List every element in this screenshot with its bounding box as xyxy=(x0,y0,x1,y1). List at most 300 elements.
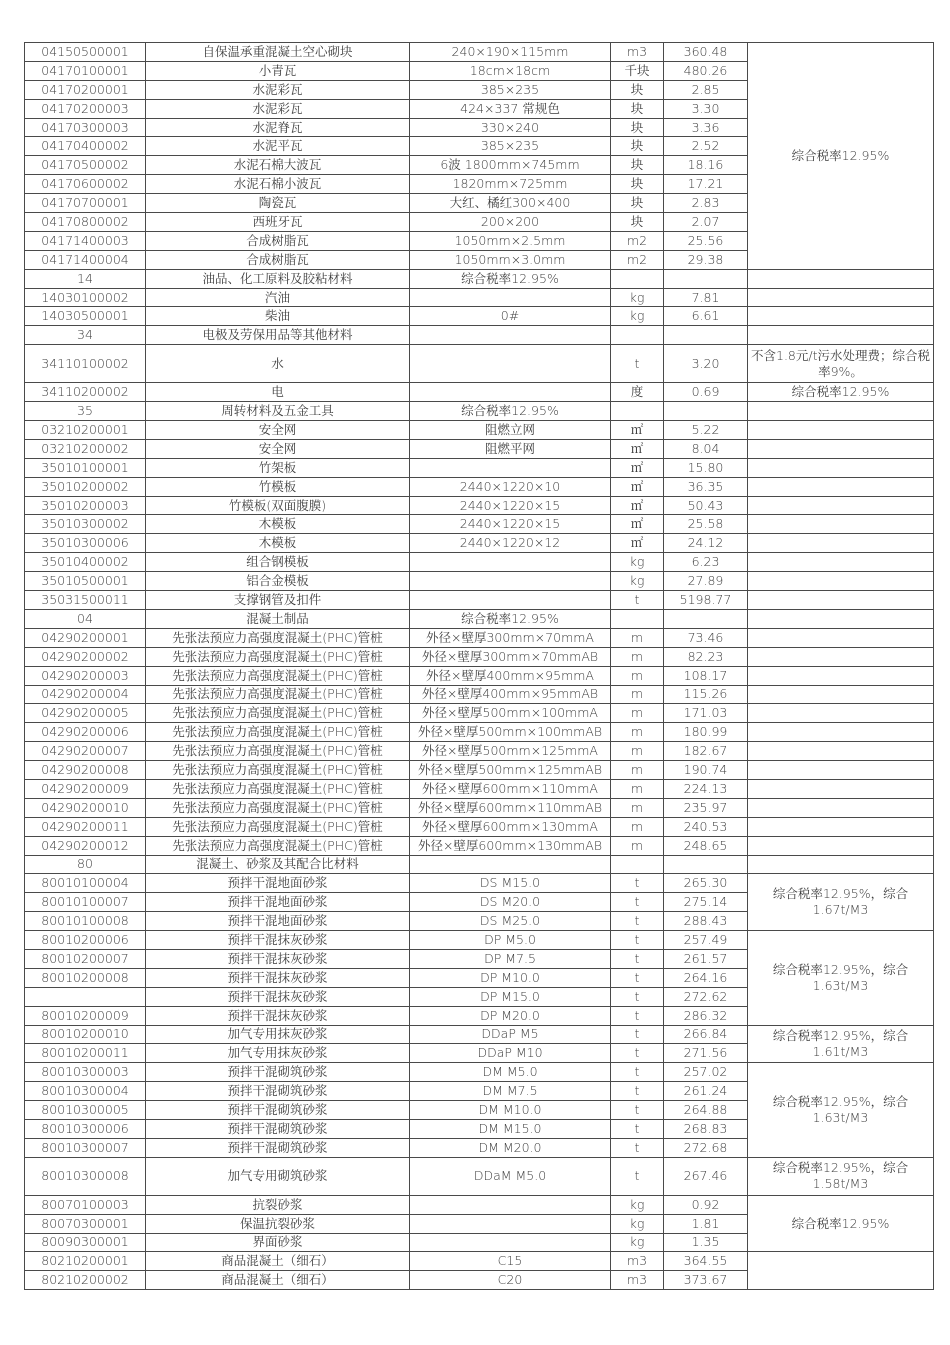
cell-name: 商品混凝土（细石） xyxy=(146,1252,410,1271)
table-row xyxy=(25,345,934,383)
cell-price: 268.83 xyxy=(664,1119,748,1138)
cell-unit: m xyxy=(611,761,664,780)
table-row xyxy=(25,931,934,950)
cell-unit: t xyxy=(611,893,664,912)
cell-price: 18.16 xyxy=(664,156,748,175)
cell-unit: t xyxy=(611,591,664,610)
cell-name: 水泥彩瓦 xyxy=(146,80,410,99)
cell-spec: 1820mm×725mm xyxy=(410,175,611,194)
cell-remark xyxy=(748,591,934,610)
cell-price: 3.30 xyxy=(664,99,748,118)
cell-spec: 424×337 常规色 xyxy=(410,99,611,118)
cell-name: 木模板 xyxy=(146,534,410,553)
cell-code: 80010100004 xyxy=(25,874,146,893)
cell-spec: 外径×壁厚600mm×110mmA xyxy=(410,779,611,798)
cell-code: 04171400004 xyxy=(25,250,146,269)
cell-remark xyxy=(748,515,934,534)
cell-unit: 块 xyxy=(611,80,664,99)
cell-code: 34 xyxy=(25,326,146,345)
cell-price: 480.26 xyxy=(664,61,748,80)
cell-spec: DP M20.0 xyxy=(410,1006,611,1025)
cell-price: 115.26 xyxy=(664,685,748,704)
table-row xyxy=(25,402,934,421)
cell-name: 先张法预应力高强度混凝土(PHC)管桩 xyxy=(146,742,410,761)
cell-spec: C20 xyxy=(410,1271,611,1290)
cell-spec: 0# xyxy=(410,307,611,326)
cell-code: 80010300007 xyxy=(25,1138,146,1157)
cell-price xyxy=(664,269,748,288)
cell-name: 预拌干混砌筑砂浆 xyxy=(146,1138,410,1157)
table-row xyxy=(25,761,934,780)
cell-name: 混凝土、砂浆及其配合比材料 xyxy=(146,855,410,874)
cell-price: 275.14 xyxy=(664,893,748,912)
cell-remark xyxy=(748,402,934,421)
cell-name: 预拌干混抹灰砂浆 xyxy=(146,968,410,987)
cell-spec: 外径×壁厚500mm×125mmAB xyxy=(410,761,611,780)
cell-name: 组合钢模板 xyxy=(146,553,410,572)
cell-unit: kg xyxy=(611,1233,664,1252)
cell-name: 安全网 xyxy=(146,439,410,458)
cell-price: 5198.77 xyxy=(664,591,748,610)
cell-remark: 不含1.8元/t污水处理费；综合税率9%。 xyxy=(748,345,934,383)
cell-code: 04170400002 xyxy=(25,137,146,156)
cell-code: 04290200007 xyxy=(25,742,146,761)
cell-name: 先张法预应力高强度混凝土(PHC)管桩 xyxy=(146,798,410,817)
cell-unit: ㎡ xyxy=(611,439,664,458)
cell-unit: kg xyxy=(611,1195,664,1214)
cell-remark: 综合税率12.95%，综合1.58t/M3 xyxy=(748,1157,934,1195)
cell-unit: m2 xyxy=(611,250,664,269)
cell-unit: 块 xyxy=(611,99,664,118)
table-row xyxy=(25,779,934,798)
cell-price: 24.12 xyxy=(664,534,748,553)
cell-spec: 240×190×115mm xyxy=(410,43,611,62)
cell-code: 04170800002 xyxy=(25,213,146,232)
cell-price xyxy=(664,609,748,628)
cell-unit: t xyxy=(611,949,664,968)
table-row xyxy=(25,855,934,874)
cell-unit: t xyxy=(611,874,664,893)
cell-code: 04170200001 xyxy=(25,80,146,99)
cell-name: 水泥平瓦 xyxy=(146,137,410,156)
cell-price: 182.67 xyxy=(664,742,748,761)
cell-price: 272.62 xyxy=(664,987,748,1006)
cell-price xyxy=(664,402,748,421)
cell-remark xyxy=(748,326,934,345)
cell-spec: DM M5.0 xyxy=(410,1063,611,1082)
cell-name: 合成树脂瓦 xyxy=(146,250,410,269)
cell-unit xyxy=(611,855,664,874)
cell-code: 14030100002 xyxy=(25,288,146,307)
cell-remark xyxy=(748,421,934,440)
cell-unit: t xyxy=(611,968,664,987)
cell-spec: DM M15.0 xyxy=(410,1119,611,1138)
cell-price: 3.20 xyxy=(664,345,748,383)
cell-code: 04290200012 xyxy=(25,836,146,855)
table-row xyxy=(25,1157,934,1195)
cell-unit: m xyxy=(611,666,664,685)
cell-price xyxy=(664,326,748,345)
cell-code: 35010200002 xyxy=(25,477,146,496)
cell-remark xyxy=(748,779,934,798)
table-row xyxy=(25,383,934,402)
cell-code: 80010200008 xyxy=(25,968,146,987)
cell-remark xyxy=(748,288,934,307)
cell-unit xyxy=(611,269,664,288)
cell-spec: DDaP M5 xyxy=(410,1025,611,1044)
cell-price: 364.55 xyxy=(664,1252,748,1271)
cell-code: 80010200010 xyxy=(25,1025,146,1044)
cell-unit: m3 xyxy=(611,1271,664,1290)
cell-name: 电极及劳保用品等其他材料 xyxy=(146,326,410,345)
cell-remark: 综合税率12.95% xyxy=(748,383,934,402)
table-row xyxy=(25,591,934,610)
cell-unit: m xyxy=(611,779,664,798)
cell-name: 预拌干混抹灰砂浆 xyxy=(146,931,410,950)
cell-price: 0.92 xyxy=(664,1195,748,1214)
cell-code: 35010400002 xyxy=(25,553,146,572)
cell-unit: t xyxy=(611,987,664,1006)
table-row xyxy=(25,1025,934,1044)
cell-price: 264.16 xyxy=(664,968,748,987)
cell-code: 04 xyxy=(25,609,146,628)
cell-code: 34110100002 xyxy=(25,345,146,383)
cell-unit: 块 xyxy=(611,213,664,232)
table-row xyxy=(25,439,934,458)
cell-spec: 330×240 xyxy=(410,118,611,137)
cell-spec: 1050mm×3.0mm xyxy=(410,250,611,269)
cell-name: 先张法预应力高强度混凝土(PHC)管桩 xyxy=(146,723,410,742)
cell-price: 7.81 xyxy=(664,288,748,307)
cell-code: 04290200005 xyxy=(25,704,146,723)
cell-name: 预拌干混抹灰砂浆 xyxy=(146,1006,410,1025)
cell-spec: DP M5.0 xyxy=(410,931,611,950)
cell-name: 合成树脂瓦 xyxy=(146,231,410,250)
cell-unit: m xyxy=(611,798,664,817)
cell-name: 先张法预应力高强度混凝土(PHC)管桩 xyxy=(146,836,410,855)
cell-code: 80 xyxy=(25,855,146,874)
cell-spec: 2440×1220×10 xyxy=(410,477,611,496)
cell-code: 04170300003 xyxy=(25,118,146,137)
cell-remark xyxy=(748,704,934,723)
cell-spec: 6波 1800mm×745mm xyxy=(410,156,611,175)
cell-price: 3.36 xyxy=(664,118,748,137)
cell-code: 04290200008 xyxy=(25,761,146,780)
cell-name: 先张法预应力高强度混凝土(PHC)管桩 xyxy=(146,628,410,647)
cell-unit: t xyxy=(611,1101,664,1120)
cell-name: 水 xyxy=(146,345,410,383)
cell-name: 预拌干混砌筑砂浆 xyxy=(146,1063,410,1082)
cell-spec: 外径×壁厚500mm×100mmA xyxy=(410,704,611,723)
cell-code: 35010300006 xyxy=(25,534,146,553)
table-row xyxy=(25,836,934,855)
cell-name: 先张法预应力高强度混凝土(PHC)管桩 xyxy=(146,647,410,666)
cell-spec: 外径×壁厚300mm×70mmAB xyxy=(410,647,611,666)
cell-price: 15.80 xyxy=(664,458,748,477)
table-row xyxy=(25,515,934,534)
cell-spec: 阻燃平网 xyxy=(410,439,611,458)
cell-code: 04290200003 xyxy=(25,666,146,685)
cell-unit: 千块 xyxy=(611,61,664,80)
cell-price: 257.49 xyxy=(664,931,748,950)
cell-code: 35010200003 xyxy=(25,496,146,515)
cell-unit: t xyxy=(611,1157,664,1195)
cell-spec: 外径×壁厚300mm×70mmA xyxy=(410,628,611,647)
cell-unit: kg xyxy=(611,288,664,307)
cell-code: 04290200009 xyxy=(25,779,146,798)
cell-unit: t xyxy=(611,1025,664,1044)
table-row xyxy=(25,572,934,591)
cell-code: 80010200009 xyxy=(25,1006,146,1025)
cell-unit: m xyxy=(611,836,664,855)
cell-name: 先张法预应力高强度混凝土(PHC)管桩 xyxy=(146,704,410,723)
cell-price: 8.04 xyxy=(664,439,748,458)
table-row xyxy=(25,496,934,515)
cell-price: 261.24 xyxy=(664,1082,748,1101)
cell-unit: m xyxy=(611,628,664,647)
cell-name: 自保温承重混凝土空心砌块 xyxy=(146,43,410,62)
cell-remark: 综合税率12.95%，综合1.67t/M3 xyxy=(748,874,934,931)
cell-spec: 外径×壁厚400mm×95mmAB xyxy=(410,685,611,704)
cell-remark xyxy=(748,477,934,496)
cell-name: 竹模板(双面腹膜) xyxy=(146,496,410,515)
cell-name: 先张法预应力高强度混凝土(PHC)管桩 xyxy=(146,761,410,780)
table-row xyxy=(25,477,934,496)
cell-code: 04170200003 xyxy=(25,99,146,118)
cell-remark xyxy=(748,1252,934,1290)
cell-spec: 2440×1220×12 xyxy=(410,534,611,553)
cell-name: 水泥脊瓦 xyxy=(146,118,410,137)
cell-spec: DM M20.0 xyxy=(410,1138,611,1157)
cell-name: 竹架板 xyxy=(146,458,410,477)
cell-price: 27.89 xyxy=(664,572,748,591)
cell-name: 竹模板 xyxy=(146,477,410,496)
cell-unit: ㎡ xyxy=(611,477,664,496)
cell-name: 小青瓦 xyxy=(146,61,410,80)
table-row xyxy=(25,326,934,345)
cell-code: 80010100007 xyxy=(25,893,146,912)
cell-code: 80090300001 xyxy=(25,1233,146,1252)
cell-unit: ㎡ xyxy=(611,458,664,477)
cell-remark xyxy=(748,307,934,326)
cell-code: 80070300001 xyxy=(25,1214,146,1233)
cell-spec: 2440×1220×15 xyxy=(410,496,611,515)
cell-unit: t xyxy=(611,1063,664,1082)
cell-price: 6.61 xyxy=(664,307,748,326)
table-row xyxy=(25,1063,934,1082)
cell-remark xyxy=(748,798,934,817)
cell-unit: ㎡ xyxy=(611,496,664,515)
cell-name: 电 xyxy=(146,383,410,402)
cell-code: 80010100008 xyxy=(25,912,146,931)
cell-name: 柴油 xyxy=(146,307,410,326)
cell-price: 82.23 xyxy=(664,647,748,666)
cell-unit xyxy=(611,326,664,345)
table-row xyxy=(25,874,934,893)
table-row xyxy=(25,628,934,647)
cell-name: 铝合金模板 xyxy=(146,572,410,591)
cell-price: 73.46 xyxy=(664,628,748,647)
cell-remark xyxy=(748,269,934,288)
cell-spec: 外径×壁厚500mm×125mmA xyxy=(410,742,611,761)
cell-remark xyxy=(748,761,934,780)
cell-price: 235.97 xyxy=(664,798,748,817)
cell-unit xyxy=(611,402,664,421)
cell-price: 2.85 xyxy=(664,80,748,99)
cell-remark xyxy=(748,628,934,647)
cell-remark: 综合税率12.95%，综合1.63t/M3 xyxy=(748,1063,934,1157)
cell-code: 04290200011 xyxy=(25,817,146,836)
cell-remark xyxy=(748,666,934,685)
cell-price: 224.13 xyxy=(664,779,748,798)
cell-spec xyxy=(410,553,611,572)
cell-unit: m3 xyxy=(611,1252,664,1271)
cell-name: 混凝土制品 xyxy=(146,609,410,628)
cell-code: 80010300006 xyxy=(25,1119,146,1138)
cell-price: 264.88 xyxy=(664,1101,748,1120)
cell-remark xyxy=(748,572,934,591)
cell-remark xyxy=(748,553,934,572)
cell-name: 安全网 xyxy=(146,421,410,440)
cell-name: 界面砂浆 xyxy=(146,1233,410,1252)
cell-name: 汽油 xyxy=(146,288,410,307)
cell-spec: DM M10.0 xyxy=(410,1101,611,1120)
cell-unit: t xyxy=(611,1006,664,1025)
table-row xyxy=(25,43,934,62)
cell-remark: 综合税率12.95%，综合1.63t/M3 xyxy=(748,931,934,1025)
cell-unit: m xyxy=(611,742,664,761)
cell-spec: 综合税率12.95% xyxy=(410,269,611,288)
cell-unit xyxy=(611,609,664,628)
cell-remark xyxy=(748,742,934,761)
cell-spec: 200×200 xyxy=(410,213,611,232)
cell-price: 261.57 xyxy=(664,949,748,968)
cell-name: 先张法预应力高强度混凝土(PHC)管桩 xyxy=(146,666,410,685)
cell-spec: 385×235 xyxy=(410,80,611,99)
cell-code: 04290200010 xyxy=(25,798,146,817)
cell-unit: t xyxy=(611,1044,664,1063)
table-row xyxy=(25,553,934,572)
table-row xyxy=(25,685,934,704)
cell-code: 04150500001 xyxy=(25,43,146,62)
cell-name: 木模板 xyxy=(146,515,410,534)
cell-spec: 18cm×18cm xyxy=(410,61,611,80)
cell-spec xyxy=(410,383,611,402)
cell-price: 286.32 xyxy=(664,1006,748,1025)
cell-name: 预拌干混地面砂浆 xyxy=(146,893,410,912)
cell-code: 04290200004 xyxy=(25,685,146,704)
cell-unit: t xyxy=(611,1119,664,1138)
cell-code: 80070100003 xyxy=(25,1195,146,1214)
cell-spec: DP M10.0 xyxy=(410,968,611,987)
cell-unit: m xyxy=(611,817,664,836)
table-row xyxy=(25,666,934,685)
cell-spec: 1050mm×2.5mm xyxy=(410,231,611,250)
cell-unit: m xyxy=(611,685,664,704)
cell-code: 80010300005 xyxy=(25,1101,146,1120)
cell-unit: t xyxy=(611,1138,664,1157)
cell-spec xyxy=(410,288,611,307)
cell-price: 272.68 xyxy=(664,1138,748,1157)
cell-spec xyxy=(410,591,611,610)
cell-spec: DDaM M5.0 xyxy=(410,1157,611,1195)
cell-name: 加气专用抹灰砂浆 xyxy=(146,1025,410,1044)
cell-price: 0.69 xyxy=(664,383,748,402)
cell-code: 35031500011 xyxy=(25,591,146,610)
cell-code: 35 xyxy=(25,402,146,421)
cell-spec xyxy=(410,1195,611,1214)
cell-spec: DDaP M10 xyxy=(410,1044,611,1063)
cell-unit: t xyxy=(611,345,664,383)
table-row xyxy=(25,269,934,288)
cell-price: 271.56 xyxy=(664,1044,748,1063)
cell-spec: DM M7.5 xyxy=(410,1082,611,1101)
table-row xyxy=(25,723,934,742)
cell-price: 50.43 xyxy=(664,496,748,515)
cell-price: 1.81 xyxy=(664,1214,748,1233)
cell-spec xyxy=(410,458,611,477)
cell-spec: 外径×壁厚400mm×95mmA xyxy=(410,666,611,685)
cell-code: 80010300004 xyxy=(25,1082,146,1101)
cell-spec xyxy=(410,345,611,383)
cell-price: 266.84 xyxy=(664,1025,748,1044)
cell-remark xyxy=(748,723,934,742)
cell-name: 预拌干混地面砂浆 xyxy=(146,912,410,931)
cell-unit: 块 xyxy=(611,118,664,137)
table-row xyxy=(25,458,934,477)
cell-name: 预拌干混砌筑砂浆 xyxy=(146,1101,410,1120)
cell-remark xyxy=(748,609,934,628)
cell-code: 04170600002 xyxy=(25,175,146,194)
cell-name: 陶瓷瓦 xyxy=(146,194,410,213)
cell-code: 34110200002 xyxy=(25,383,146,402)
cell-name: 先张法预应力高强度混凝土(PHC)管桩 xyxy=(146,685,410,704)
cell-unit: m xyxy=(611,704,664,723)
cell-name: 水泥石棉大波瓦 xyxy=(146,156,410,175)
cell-spec: 外径×壁厚600mm×110mmAB xyxy=(410,798,611,817)
cell-price: 5.22 xyxy=(664,421,748,440)
cell-price: 373.67 xyxy=(664,1271,748,1290)
cell-name: 支撑钢管及扣件 xyxy=(146,591,410,610)
cell-code: 04170500002 xyxy=(25,156,146,175)
table-row xyxy=(25,647,934,666)
cell-price xyxy=(664,855,748,874)
cell-spec: DS M25.0 xyxy=(410,912,611,931)
cell-remark xyxy=(748,496,934,515)
cell-name: 周转材料及五金工具 xyxy=(146,402,410,421)
cell-remark xyxy=(748,836,934,855)
table-row xyxy=(25,817,934,836)
cell-price: 29.38 xyxy=(664,250,748,269)
cell-price: 36.35 xyxy=(664,477,748,496)
cell-code: 80010200011 xyxy=(25,1044,146,1063)
cell-price: 190.74 xyxy=(664,761,748,780)
cell-name: 预拌干混地面砂浆 xyxy=(146,874,410,893)
cell-remark xyxy=(748,647,934,666)
cell-price: 360.48 xyxy=(664,43,748,62)
cell-unit: ㎡ xyxy=(611,421,664,440)
cell-unit: t xyxy=(611,912,664,931)
cell-remark xyxy=(748,855,934,874)
cell-price: 17.21 xyxy=(664,175,748,194)
cell-name: 水泥彩瓦 xyxy=(146,99,410,118)
cell-unit: ㎡ xyxy=(611,534,664,553)
cell-spec: DS M20.0 xyxy=(410,893,611,912)
cell-unit: kg xyxy=(611,572,664,591)
cell-name: 先张法预应力高强度混凝土(PHC)管桩 xyxy=(146,779,410,798)
cell-name: 预拌干混砌筑砂浆 xyxy=(146,1119,410,1138)
cell-spec xyxy=(410,1214,611,1233)
